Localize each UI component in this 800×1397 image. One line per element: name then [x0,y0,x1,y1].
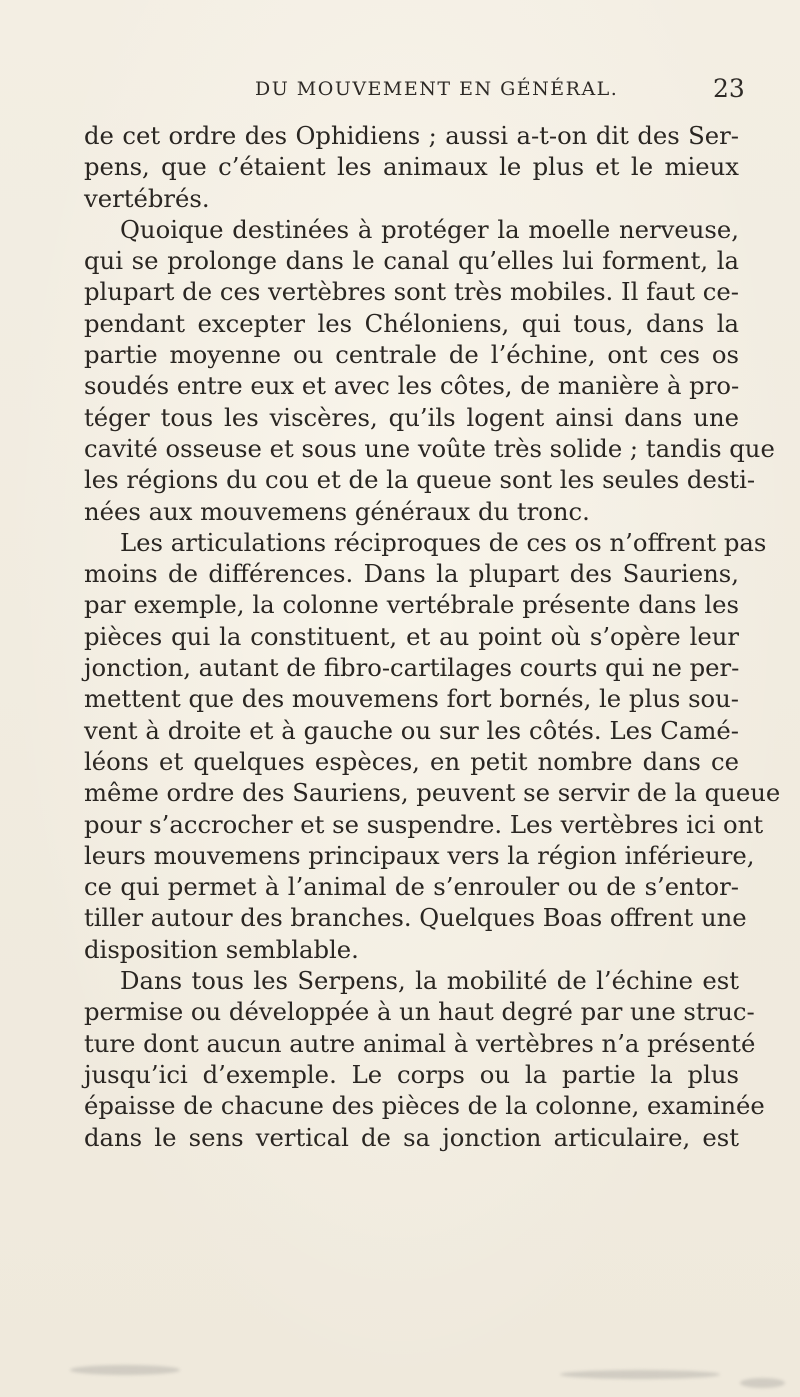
text-line: mettent que des mouvemens fort bornés, le plus sou- [84,684,740,714]
text-line: par exemple, la colonne vertébrale présente dans les [84,590,739,620]
text-line: permise ou développée à un haut degré par une struc- [84,997,755,1027]
text-line: vertébrés. [84,183,210,213]
text-line: tiller autour des branches. Quelques Boas offrent une [84,903,747,933]
paper-smudge [70,1365,180,1375]
text-line: disposition semblable. [84,934,359,964]
text-line: pièces qui la constituent, et au point où s’opère leur [84,621,739,651]
text-line: pour s’accrocher et se suspendre. Les vertèbres ici ont [84,809,764,839]
body-text [84,120,781,1153]
paper-smudge [560,1370,720,1379]
text-line: épaisse de chacune des pièces de la colonne, examinée [84,1091,765,1121]
text-line: nées aux mouvemens généraux du tronc. [84,496,590,526]
text-line: Dans tous les Serpens, la mobilité de l’échine est [120,966,739,996]
text-line: leurs mouvemens principaux vers la région inférieure, [84,840,755,870]
text-line: jonction, autant de fibro-cartilages courts qui ne per- [84,653,740,683]
paper-smudge [740,1378,785,1388]
running-title: DU MOUVEMENT EN GÉNÉRAL. [255,78,619,100]
text-line: les régions du cou et de la queue sont les seules desti- [84,465,756,495]
running-head [0,74,800,112]
text-line: qui se prolonge dans le canal qu’elles lui forment, la [84,246,739,276]
text-line: ture dont aucun autre animal à vertèbres n’a présenté [84,1028,756,1058]
text-line: soudés entre eux et avec les côtes, de manière à pro- [84,371,740,401]
text-line: Les articulations réciproques de ces os n’offrent pas [120,527,767,557]
text-line: téger tous les viscères, qu’ils logent ainsi dans une [84,402,739,432]
text-line: moins de différences. Dans la plupart des Sauriens, [84,559,739,589]
text-line: léons et quelques espèces, en petit nombre dans ce [84,746,739,776]
page-number: 23 [713,74,745,103]
text-line: plupart de ces vertèbres sont très mobiles. Il faut ce- [84,277,739,307]
text-line: même ordre des Sauriens, peuvent se servir de la queue [84,778,781,808]
text-line: de cet ordre des Ophidiens ; aussi a-t-on dit des Ser- [84,121,739,150]
text-line: pendant excepter les Chéloniens, qui tous, dans la [84,308,739,338]
text-line: jusqu’ici d’exemple. Le corps ou la partie la plus [84,1059,739,1089]
text-line: ce qui permet à l’animal de s’enrouler ou de s’entor- [84,872,739,902]
text-line: cavité osseuse et sous une voûte très solide ; tandis que [84,433,775,463]
text-line: dans le sens vertical de sa jonction articulaire, est [84,1122,739,1152]
text-line: partie moyenne ou centrale de l’échine, ont ces os [84,340,739,370]
text-line: Quoique destinées à protéger la moelle nerveuse, [120,214,739,244]
text-line: vent à droite et à gauche ou sur les côtés. Les Camé- [84,715,739,745]
text-line: pens, que c’étaient les animaux le plus et le mieux [84,152,739,182]
